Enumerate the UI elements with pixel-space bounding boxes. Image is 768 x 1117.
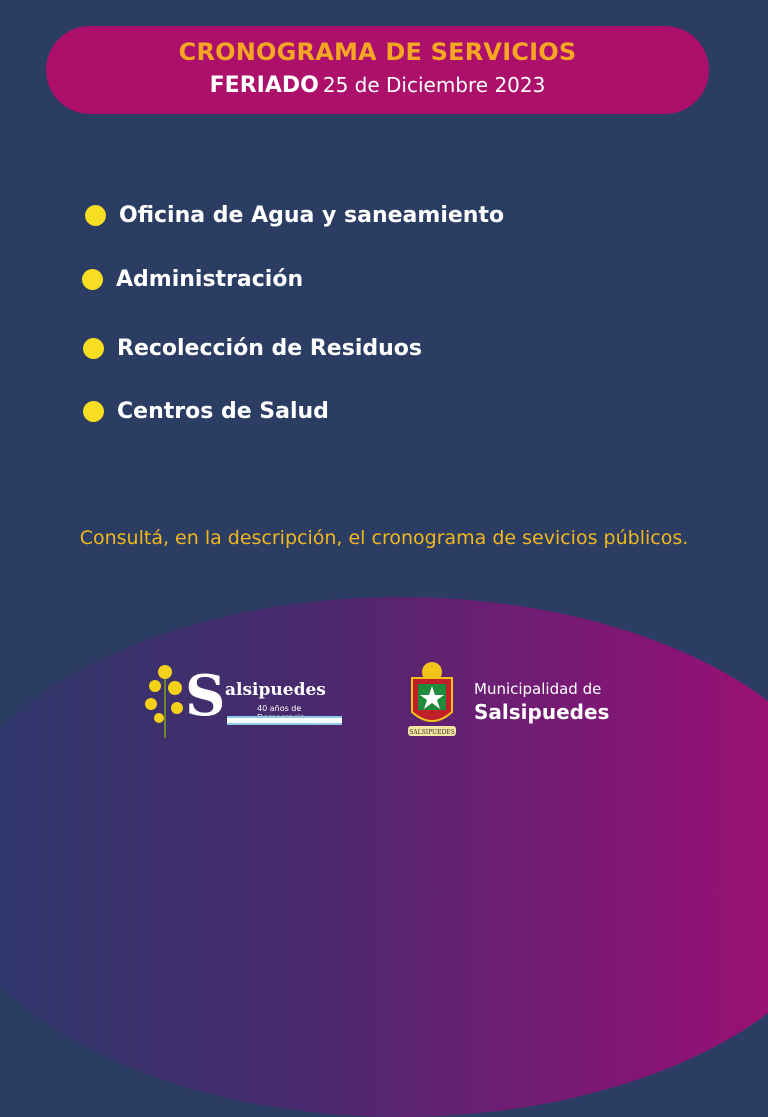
list-item [85, 203, 504, 228]
service-label: Oficina de Agua y saneamiento [119, 203, 505, 228]
logo-letter: S [185, 663, 226, 729]
header-banner [46, 26, 709, 114]
bullet-dot-icon [85, 205, 106, 226]
bullet-dot-icon [82, 269, 103, 290]
page-title: CRONOGRAMA DE SERVICIOS [178, 38, 577, 66]
footer-arc [0, 597, 768, 1117]
bullet-dot-icon [83, 401, 104, 422]
flag-stripe [227, 716, 342, 725]
crest-icon [404, 660, 460, 740]
municipality-line2: Salsipuedes [474, 700, 610, 724]
note-text: Consultá, en la descripción, el cronograma de sevicios públicos. [79, 527, 689, 549]
service-label: Centros de Salud [117, 399, 329, 424]
municipality-label [474, 680, 609, 724]
header-subtitle [46, 73, 709, 98]
bullet-dot-icon [83, 338, 104, 359]
salsipuedes-logo [143, 660, 348, 740]
service-label: Recolección de Residuos [117, 336, 422, 361]
date-label: 25 de Diciembre 2023 [322, 73, 546, 97]
logo-tagline: 40 años de [257, 704, 302, 713]
crest-ribbon-text: SALSIPUEDES [409, 729, 455, 736]
feriado-label: FERIADO [209, 73, 319, 98]
service-label: Administración [116, 267, 304, 292]
municipality-line1: Municipalidad de [474, 680, 602, 698]
list-item [82, 267, 303, 292]
logo-word: alsipuedes [225, 680, 326, 700]
list-item [83, 399, 329, 424]
list-item [83, 336, 422, 361]
